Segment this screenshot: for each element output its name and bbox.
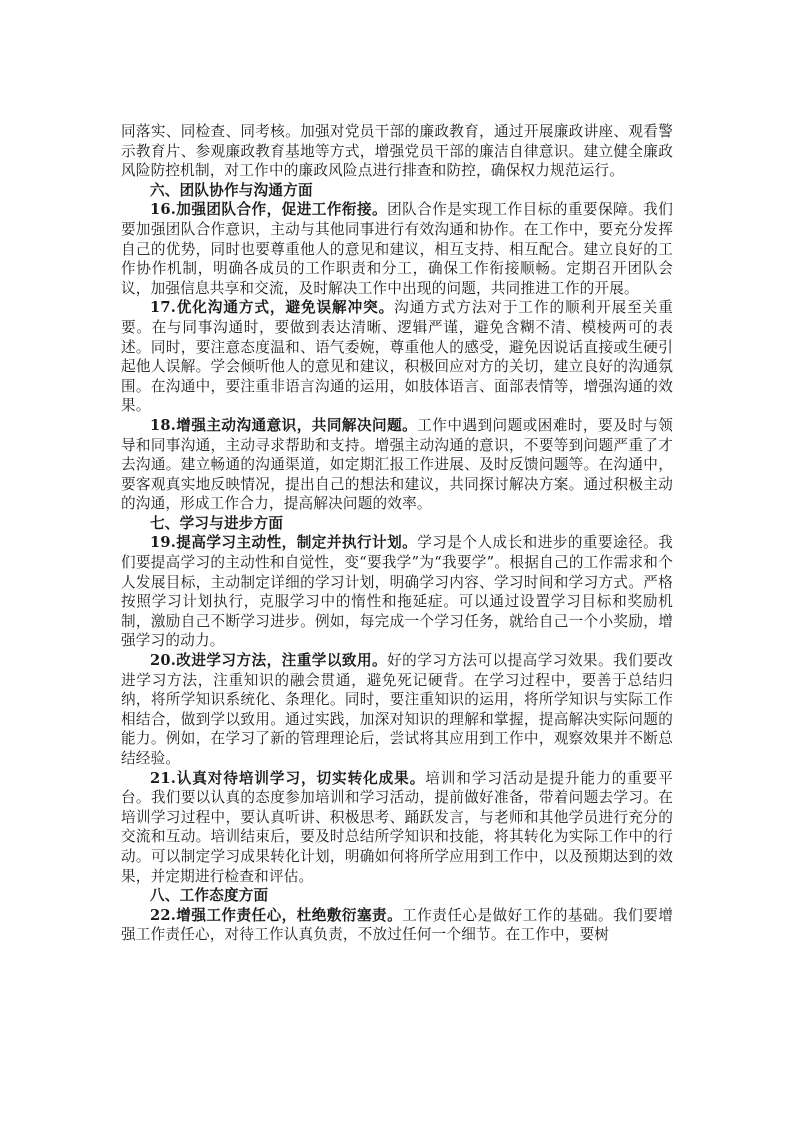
item-lead: 18.增强主动沟通意识，共同解决问题。	[150, 416, 418, 434]
item-body: 好的学习方法可以提高学习效果。我们要改进学习方法，注重知识的融会贯通，避免死记硬背。在学习过程中，要善于总结归纳，将所学知识系统化、条理化。同时，要注重知识的运用，将所学知识与实际工作相结合，做到学以致用。通过实践，加深对知识的理解和掌握，提高解决实际问题的能力。例如，在学习了新的管理理论后，尝试将其应用到工作中，观察效果并不断总结经验。	[121, 652, 673, 767]
continuation-paragraph: 同落实、同检查、同考核。加强对党员干部的廉政教育，通过开展廉政讲座、观看警示教育片、参观廉政教育基地等方式，增强党员干部的廉洁自律意识。建立健全廉政风险防控机制，对工作中的廉政风险点进行排查和防控，确保权力规范运行。	[121, 123, 673, 180]
item-lead: 17.优化沟通方式，避免误解冲突。	[150, 299, 395, 317]
item-body: 工作中遇到问题或困难时，要及时与领导和同事沟通，主动寻求帮助和支持。增强主动沟通的意识，不要等到问题严重了才去沟通。建立畅通的沟通渠道，如定期汇报工作进展、及时反馈问题等。在沟通中，要客观真实地反映情况，提出自己的想法和建议，共同探讨解决方案。通过积极主动的沟通，形成工作合力，提高解决问题的效率。	[121, 416, 673, 513]
item-body: 工作责任心是做好工作的基础。我们要增强工作责任心，对待工作认真负责，不放过任何一个细节。在工作中，要树	[121, 906, 673, 944]
item-body: 团队合作是实现工作目标的重要保障。我们要加强团队合作意识，主动与其他同事进行有效沟通和协作。在工作中，要充分发挥自己的优势，同时也要尊重他人的意见和建议，相互支持、相互配合。建立良好的工作协作机制，明确各成员的工作职责和分工，确保工作衔接顺畅。定期召开团队会议，加强信息共享和交流，及时解决工作中出现的问题，共同推进工作的开展。	[121, 201, 673, 297]
item-lead: 20.改进学习方法，注重学以致用。	[150, 652, 388, 670]
item-lead: 22.增强工作责任心，杜绝敷衍塞责。	[150, 906, 403, 924]
item-body: 学习是个人成长和进步的重要途径。我们要提高学习的主动性和自觉性，变“要我学”为“我要学”。根据自己的工作需求和个人发展目标，主动制定详细的学习计划，明确学习内容、学习时间和学习方式。严格按照学习计划执行，克服学习中的惰性和拖延症。可以通过设置学习目标和奖励机制，激励自己不断学习进步。例如，每完成一个学习任务，就给自己一个小奖励，增强学习的动力。	[121, 534, 673, 650]
section-heading-team: 六、团队协作与沟通方面	[150, 181, 313, 199]
section-heading-attitude: 八、工作态度方面	[150, 887, 269, 905]
item-16	[121, 200, 673, 298]
item-lead: 16.加强团队合作，促进工作衔接。	[150, 201, 388, 219]
document-page	[121, 122, 673, 945]
item-19	[121, 533, 673, 651]
section-heading-learning: 七、学习与进步方面	[150, 514, 284, 532]
item-lead: 21.认真对待培训学习，切实转化成果。	[150, 769, 426, 787]
item-lead: 19.提高学习主动性，制定并执行计划。	[150, 534, 418, 552]
item-20	[121, 651, 673, 769]
item-body: 培训和学习活动是提升能力的重要平台。我们要以认真的态度参加培训和学习活动，提前做好准备，带着问题去学习。在培训学习过程中，要认真听讲、积极思考、踊跃发言，与老师和其他学员进行充分的交流和互动。培训结束后，要及时总结所学知识和技能，将其转化为实际工作中的行动。可以制定学习成果转化计划，明确如何将所学应用到工作中，以及预期达到的效果，并定期进行检查和评估。	[121, 769, 673, 885]
item-18	[121, 416, 673, 514]
item-21	[121, 769, 673, 887]
item-body: 沟通方式方法对于工作的顺利开展至关重要。在与同事沟通时，要做到表达清晰、逻辑严谨，避免含糊不清、模棱两可的表述。同时，要注意态度温和、语气委婉，尊重他人的感受，避免因说话直接或生硬引起他人误解。学会倾听他人的意见和建议，积极回应对方的关切，建立良好的沟通氛围。在沟通中，要注重非语言沟通的运用，如肢体语言、面部表情等，增强沟通的效果。	[121, 299, 673, 415]
item-17	[121, 298, 673, 416]
item-22	[121, 906, 673, 945]
